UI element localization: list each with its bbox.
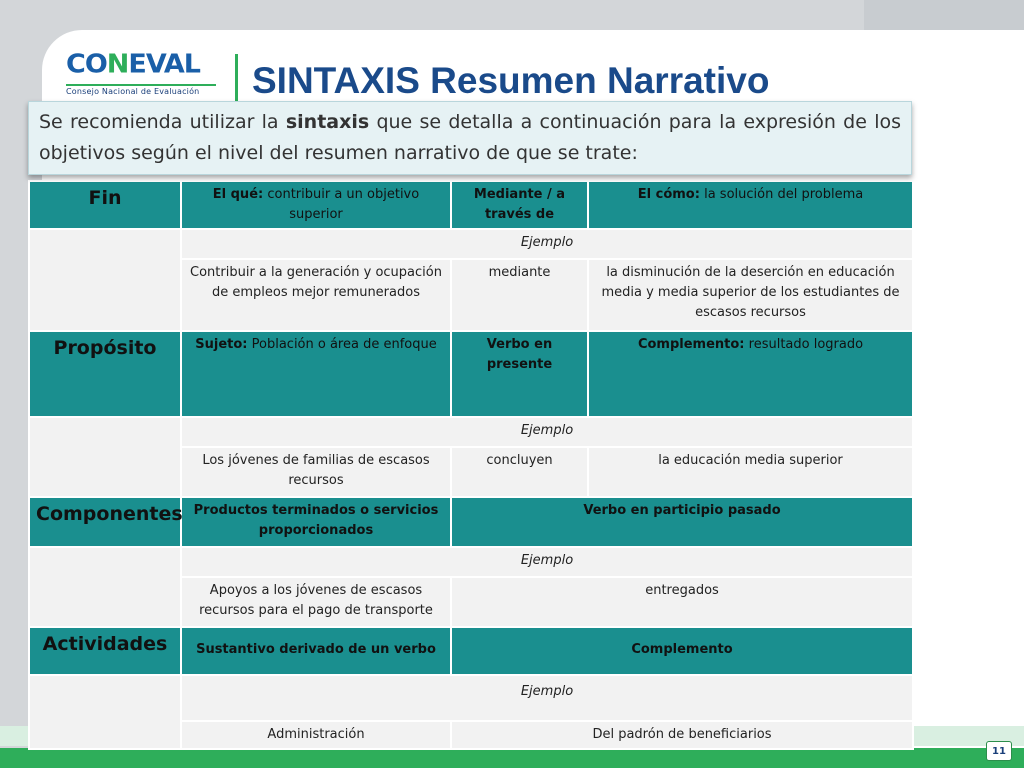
title-divider (235, 54, 238, 102)
componentes-example-label: Ejemplo (181, 547, 913, 577)
componentes-example-label-row (29, 547, 913, 577)
level-label-componentes: Componentes (29, 497, 181, 547)
fin-header-what: El qué: contribuir a un objetivo superior (181, 181, 451, 229)
componentes-header-products: Productos terminados o servicios proporcionados (181, 497, 451, 547)
fin-example-label-row (29, 229, 913, 259)
componentes-header-verb: Verbo en participio pasado (451, 497, 913, 547)
proposito-header-subject: Sujeto: Población o área de enfoque (181, 331, 451, 417)
fin-example-what: Contribuir a la generación y ocupación de empleos mejor remunerados (181, 259, 451, 331)
fin-header-means: Mediante / a través de (451, 181, 588, 229)
fin-header-row (29, 181, 913, 229)
actividades-example-label: Ejemplo (181, 675, 913, 721)
actividades-example-noun: Administración (181, 721, 451, 749)
actividades-spacer (29, 675, 181, 749)
background-top-wedge (864, 0, 1024, 30)
componentes-header-row (29, 497, 913, 547)
page-title: SINTAXIS Resumen Narrativo (252, 60, 770, 101)
level-label-actividades: Actividades (29, 627, 181, 675)
level-label-proposito: Propósito (29, 331, 181, 417)
coneval-logo (66, 50, 216, 102)
actividades-example-complement: Del padrón de beneficiarios (451, 721, 913, 749)
syntax-table (28, 180, 914, 750)
intro-callout: Se recomienda utilizar la sintaxis que se detalla a continuación para la expresión de los objetivos según el nivel del resumen narrativo de que se trate: (28, 101, 912, 175)
componentes-example-products: Apoyos a los jóvenes de escasos recursos para el pago de transporte (181, 577, 451, 627)
logo-subtitle: Consejo Nacional de Evaluación (66, 84, 216, 96)
proposito-example-verb: concluyen (451, 447, 588, 497)
proposito-header-row (29, 331, 913, 417)
actividades-header-complement: Complemento (451, 627, 913, 675)
logo-wordmark: CONEVAL (66, 49, 200, 80)
componentes-example-verb: entregados (451, 577, 913, 627)
fin-header-how: El cómo: la solución del problema (588, 181, 913, 229)
proposito-example-subject: Los jóvenes de familias de escasos recursos (181, 447, 451, 497)
level-label-fin: Fin (29, 181, 181, 229)
fin-example-label: Ejemplo (181, 229, 913, 259)
fin-example-means: mediante (451, 259, 588, 331)
actividades-example-label-row (29, 675, 913, 721)
fin-spacer (29, 229, 181, 331)
footer-bar (0, 748, 1024, 768)
actividades-header-noun: Sustantivo derivado de un verbo (181, 627, 451, 675)
proposito-header-verb: Verbo en presente (451, 331, 588, 417)
componentes-spacer (29, 547, 181, 627)
proposito-header-complement: Complemento: resultado logrado (588, 331, 913, 417)
actividades-header-row (29, 627, 913, 675)
proposito-example-label-row (29, 417, 913, 447)
page-number: 11 (986, 741, 1012, 761)
fin-example-how: la disminución de la deserción en educación media y media superior de los estudiantes de escasos recursos (588, 259, 913, 331)
proposito-spacer (29, 417, 181, 497)
proposito-example-complement: la educación media superior (588, 447, 913, 497)
proposito-example-label: Ejemplo (181, 417, 913, 447)
